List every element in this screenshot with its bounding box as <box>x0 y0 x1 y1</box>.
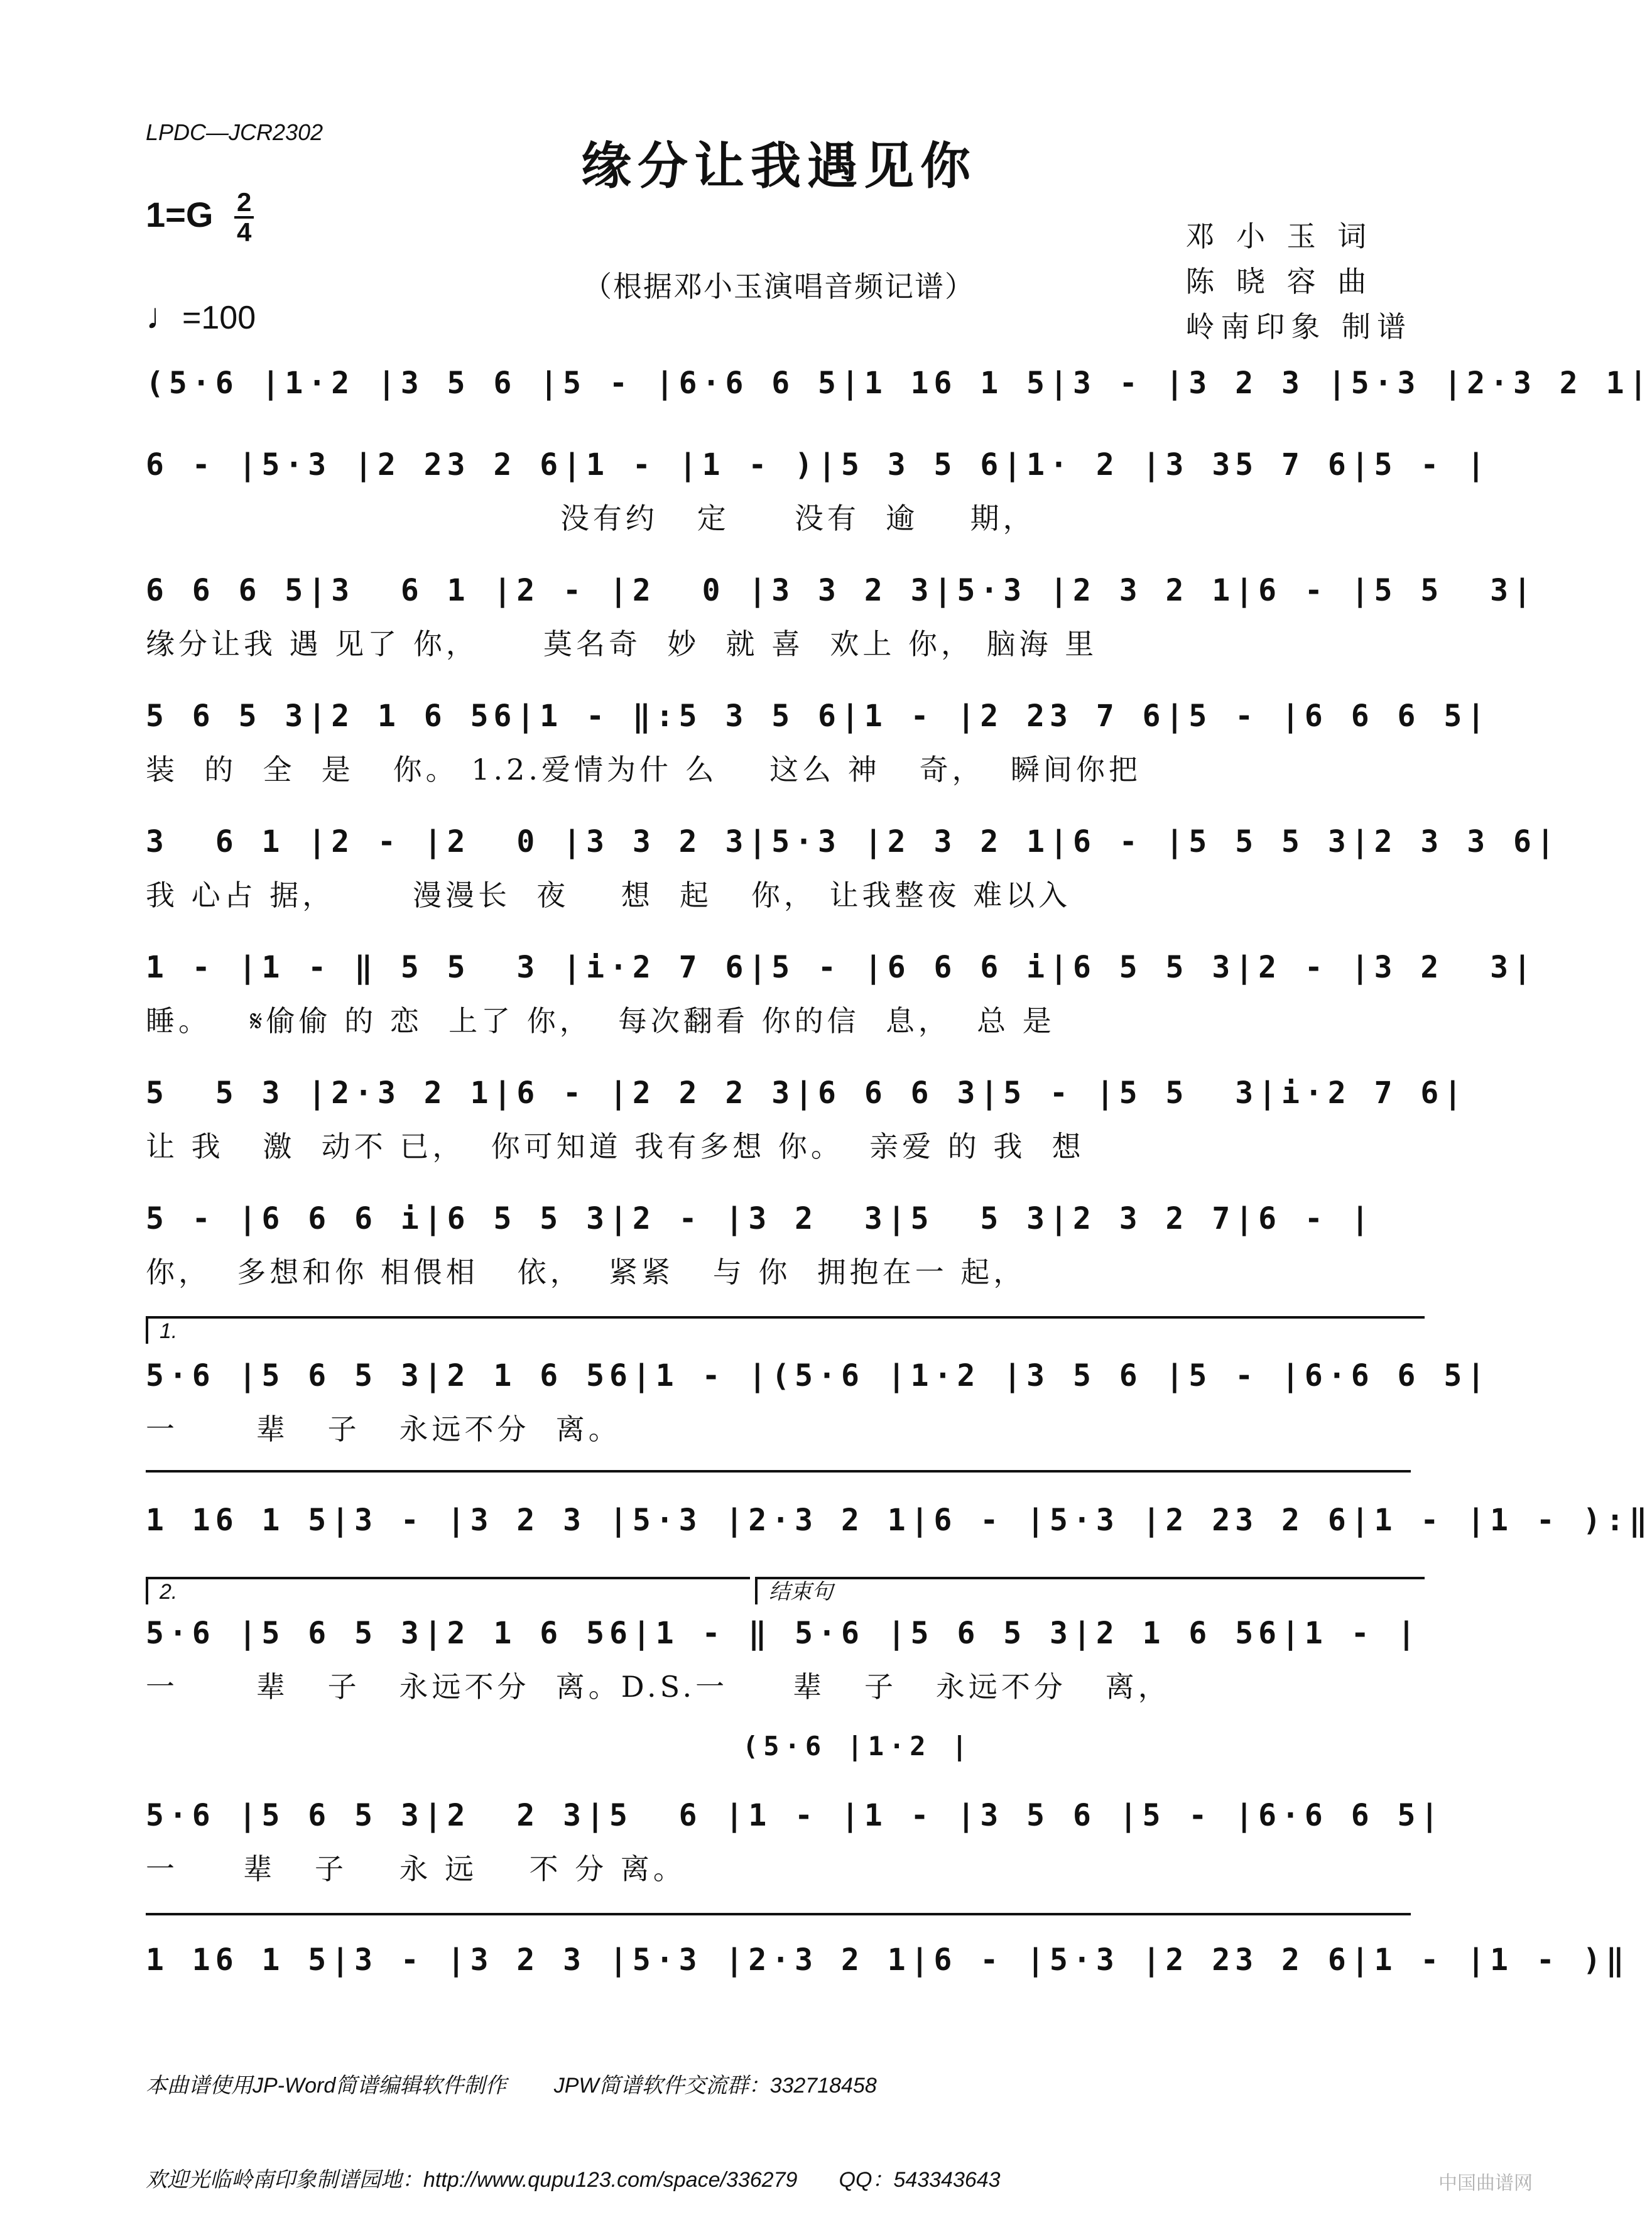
credits <box>1185 214 1412 349</box>
lyric-line: 让 我 激 动不 已， 你可知道 我有多想 你。 亲爱 的 我 想 <box>146 1130 1085 1163</box>
lyric-line: 我 心占 据， 漫漫长 夜 想 起 你， 让我整夜 难以入 <box>146 878 1072 912</box>
watermark-logo: 中国曲谱网 <box>1438 2172 1533 2194</box>
time-signature <box>234 188 254 246</box>
tempo-value: =100 <box>182 300 256 336</box>
time-top: 2 <box>234 188 254 219</box>
lyric-line: 没有约 定 没有 逾 期， <box>146 501 1036 535</box>
time-bottom: 4 <box>236 217 252 247</box>
arranger: 岭南印象 制谱 <box>1185 310 1412 344</box>
staff-line: 5 - |6 6 6 i|6 5 5 3|2 - |3 2 3|5 5 3|2 3 2 7|6 - | <box>146 1201 1374 1236</box>
staff-line: (5·6 |1·2 |3 5 6 |5 - |6·6 6 5|1 16 1 5|3 - |3 2 3 |5·3 |2·3 2 1| <box>146 366 1652 401</box>
lyric-line: 缘分让我 遇 见了 你， 莫名奇 妙 就 喜 欢上 你， 脑海 里 <box>146 627 1098 661</box>
coda-bracket: 结束句 <box>755 1577 1425 1604</box>
composer: 陈 晓 容 曲 <box>1185 264 1373 298</box>
lyric-line: 一 辈 子 永远不分 离。 <box>146 1412 621 1446</box>
staff-line: 5·6 |5 6 5 3|2 2 3|5 6 |1 - |1 - |3 5 6 |5 - |6·6 6 5| <box>146 1798 1444 1833</box>
key-signature <box>146 188 254 246</box>
lyric-line: 一 辈 子 永 远 不 分 离。 <box>146 1852 686 1886</box>
lyric-line: 睡。 𝄋偷偷 的 恋 上了 你， 每次翻看 你的信 息， 总 是 <box>146 1004 1055 1038</box>
footer-line: 本曲谱使用JP-Word简谱编辑软件制作 JPW简谱软件交流群：332718458 <box>146 2074 877 2098</box>
staff-line: 1 16 1 5|3 - |3 2 3 |5·3 |2·3 2 1|6 - |5·3 |2 23 2 6|1 - |1 - ):‖ <box>146 1503 1652 1538</box>
lyric-line: 你， 多想和你 相偎相 依， 紧紧 与 你 拥抱在一 起， <box>146 1255 1026 1289</box>
lyric-line: 装 的 全 是 你。 1.2.爱情为什 么 这么 神 奇， 瞬间你把 <box>146 753 1141 787</box>
first-ending-bracket: 1. <box>146 1316 1425 1344</box>
staff-line: 3 6 1 |2 - |2 0 |3 3 2 3|5·3 |2 3 2 1|6 - |5 5 5 3|2 3 3 6| <box>146 824 1560 859</box>
staff-line: 1 16 1 5|3 - |3 2 3 |5·3 |2·3 2 1|6 - |5·3 |2 23 2 6|1 - |1 - )‖ <box>146 1942 1629 1978</box>
staff-line: 5 5 3 |2·3 2 1|6 - |2 2 2 3|6 6 6 3|5 - |5 5 3|i·2 7 6| <box>146 1075 1467 1111</box>
interlude-staff: (5·6 |1·2 | <box>742 1731 973 1761</box>
staff-line: 1 - |1 - ‖ 5 5 3 |i·2 7 6|5 - |6 6 6 i|6 5 5 3|2 - |3 2 3| <box>146 950 1536 985</box>
staff-line: 5 6 5 3|2 1 6 56|1 - ‖:5 3 5 6|1 - |2 23 7 6|5 - |6 6 6 5| <box>146 699 1491 734</box>
footer-line: 欢迎光临岭南印象制谱园地：http://www.qupu123.com/space/336279 QQ：543343643 <box>146 2168 1001 2192</box>
key-label: 1=G <box>146 194 214 234</box>
staff-line: 6 6 6 5|3 6 1 |2 - |2 0 |3 3 2 3|5·3 |2 3 2 1|6 - |5 5 3| <box>146 573 1536 608</box>
staff-line: 5·6 |5 6 5 3|2 1 6 56|1 - ‖ 5·6 |5 6 5 3|2 1 6 56|1 - | <box>146 1616 1421 1651</box>
second-ending-bracket: 2. <box>146 1577 750 1604</box>
page-title: 缘分让我遇见你 <box>581 136 977 195</box>
quarter-note-icon: ♩ <box>146 296 182 337</box>
staff-line: 5·6 |5 6 5 3|2 1 6 56|1 - |(5·6 |1·2 |3 5 6 |5 - |6·6 6 5| <box>146 1358 1491 1393</box>
score-code: LPDC—JCR2302 <box>146 119 323 145</box>
footer <box>146 2007 1001 2227</box>
lyric-line: 一 辈 子 永远不分 离。D.S.一 辈 子 永远不分 离， <box>146 1670 1171 1704</box>
lyricist: 邓 小 玉 词 <box>1185 219 1373 253</box>
staff-line: 6 - |5·3 |2 23 2 6|1 - |1 - )|5 3 5 6|1· 2 |3 35 7 6|5 - | <box>146 447 1491 482</box>
subtitle: （根据邓小玉演唱音频记谱） <box>583 270 975 303</box>
